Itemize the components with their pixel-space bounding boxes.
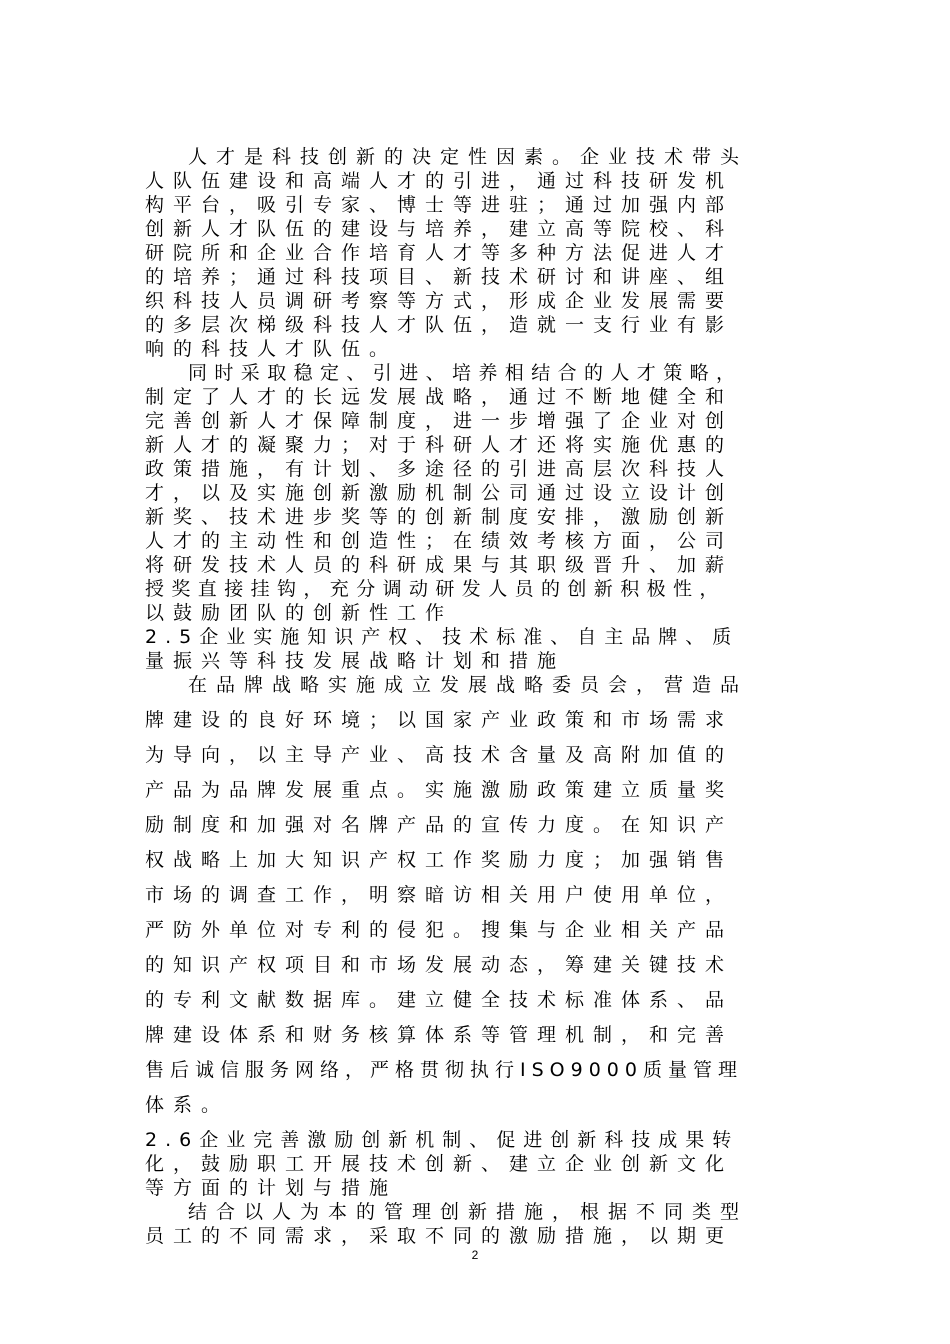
para4-line: 员工的不同需求，采取不同的激励措施，以期更	[145, 1225, 734, 1247]
para2-line: 新人才的凝聚力；对于科研人才还将实施优惠的	[145, 434, 734, 456]
para2-line: 将研发技术人员的科研成果与其职级晋升、加薪	[145, 554, 734, 576]
para3-line: 的专利文献数据库。建立健全技术标准体系、品	[145, 989, 734, 1011]
para3-line: 严防外单位对专利的侵犯。搜集与企业相关产品	[145, 919, 734, 941]
para4-line: 结合以人为本的管理创新措施，根据不同类型	[188, 1201, 749, 1223]
section-heading-2-6: 化，鼓励职工开展技术创新、建立企业创新文化	[145, 1153, 734, 1175]
page-number: 2	[471, 1248, 479, 1262]
para2-line: 政策措施，有计划、多途径的引进高层次科技人	[145, 458, 734, 480]
para3-line: 为导向，以主导产业、高技术含量及高附加值的	[145, 744, 734, 766]
para1-line: 人才是科技创新的决定性因素。企业技术带头	[188, 146, 749, 168]
para2-line: 完善创新人才保障制度，进一步增强了企业对创	[145, 410, 734, 432]
section-heading-2-5: 量振兴等科技发展战略计划和措施	[145, 650, 566, 672]
para3-line: 产品为品牌发展重点。实施激励政策建立质量奖	[145, 779, 734, 801]
para1-line: 研院所和企业合作培育人才等多种方法促进人才	[145, 242, 734, 264]
para3-line: 牌建设的良好环境；以国家产业政策和市场需求	[145, 709, 734, 731]
para3-line: 牌建设体系和财务核算体系等管理机制，和完善	[145, 1024, 734, 1046]
para3-line: 售后诚信服务网络，严格贯彻执行ISO9000质量管理	[145, 1059, 743, 1081]
para2-line: 人才的主动性和创造性；在绩效考核方面，公司	[145, 530, 734, 552]
para1-line: 的多层次梯级科技人才队伍，造就一支行业有影	[145, 314, 734, 336]
section-heading-2-5: 2.5企业实施知识产权、技术标准、自主品牌、质	[145, 626, 740, 648]
para1-line: 构平台，吸引专家、博士等进驻；通过加强内部	[145, 194, 734, 216]
para3-line: 体系。	[145, 1094, 230, 1116]
para1-line: 人队伍建设和高端人才的引进，通过科技研发机	[145, 170, 734, 192]
section-heading-2-6: 等方面的计划与措施	[145, 1177, 398, 1199]
para2-line: 同时采取稳定、引进、培养相结合的人才策略，	[188, 362, 743, 384]
para3-line: 的知识产权项目和市场发展动态，筹建关键技术	[145, 954, 734, 976]
para2-line: 制定了人才的长远发展战略，通过不断地健全和	[145, 386, 734, 408]
para3-line: 市场的调查工作，明察暗访相关用户使用单位，	[145, 884, 734, 906]
para1-line: 织科技人员调研考察等方式，形成企业发展需要	[145, 290, 734, 312]
para2-line: 才，以及实施创新激励机制公司通过设立设计创	[145, 482, 734, 504]
para3-line: 在品牌战略实施成立发展战略委员会，营造品	[188, 674, 749, 696]
para2-line: 授奖直接挂钩，充分调动研发人员的创新积极性，	[145, 578, 726, 600]
para1-line: 响的科技人才队伍。	[145, 338, 398, 360]
para2-line: 新奖、技术进步奖等的创新制度安排，激励创新	[145, 506, 734, 528]
section-heading-2-6: 2.6企业完善激励创新机制、促进创新科技成果转	[145, 1129, 740, 1151]
para1-line: 的培养；通过科技项目、新技术研讨和讲座、组	[145, 266, 734, 288]
para3-line: 权战略上加大知识产权工作奖励力度；加强销售	[145, 849, 734, 871]
para3-line: 励制度和加强对名牌产品的宣传力度。在知识产	[145, 814, 734, 836]
para1-line: 创新人才队伍的建设与培养，建立高等院校、科	[145, 218, 734, 240]
para2-line: 以鼓励团队的创新性工作	[145, 602, 454, 624]
